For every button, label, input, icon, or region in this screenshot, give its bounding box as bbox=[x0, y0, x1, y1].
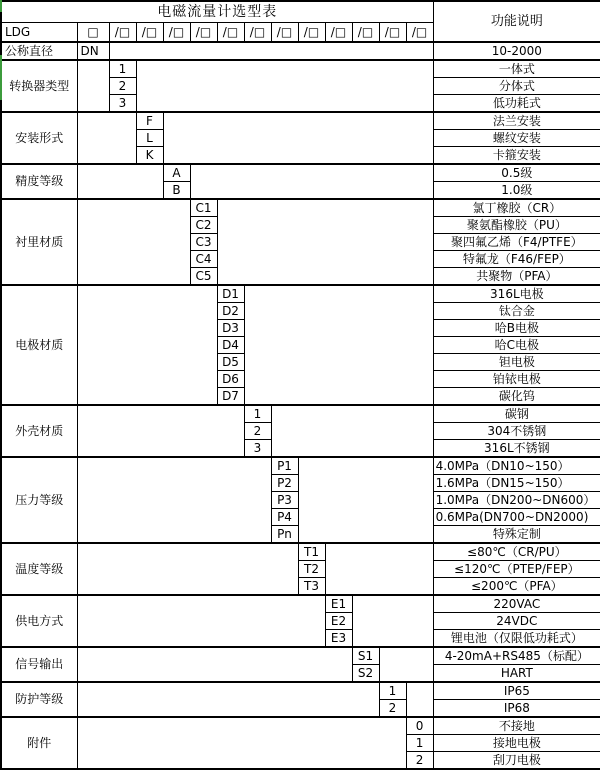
function-cell: IP65 bbox=[433, 682, 600, 700]
section-label-power: 供电方式 bbox=[1, 595, 77, 647]
spacer-cell bbox=[271, 405, 433, 457]
spacer-cell bbox=[77, 682, 379, 717]
model-slash-box-glyph: /□ bbox=[109, 23, 136, 43]
spacer-cell bbox=[77, 595, 325, 647]
function-cell: 一体式 bbox=[433, 60, 600, 78]
spacer-cell bbox=[77, 60, 109, 112]
code-cell: E1 bbox=[325, 595, 352, 613]
page-title: 电磁流量计选型表 bbox=[1, 1, 433, 23]
function-cell: 分体式 bbox=[433, 78, 600, 95]
code-cell: D6 bbox=[217, 371, 244, 388]
code-cell: DN bbox=[77, 42, 109, 60]
model-slash-box-glyph: /□ bbox=[352, 23, 379, 43]
spacer-cell bbox=[190, 164, 433, 199]
function-cell: 刮刀电极 bbox=[433, 752, 600, 770]
model-slash-box-glyph: /□ bbox=[217, 23, 244, 43]
spacer-cell bbox=[406, 682, 433, 717]
code-cell: C1 bbox=[190, 199, 217, 217]
function-cell: 碳化钨 bbox=[433, 388, 600, 406]
spacer-cell bbox=[77, 543, 298, 595]
function-cell: 氯丁橡胶（CR） bbox=[433, 199, 600, 217]
section-label-diameter: 公称直径 bbox=[1, 42, 77, 60]
spacer-cell bbox=[298, 457, 433, 543]
function-cell: 聚四氟乙烯（F4/PTFE） bbox=[433, 234, 600, 251]
function-cell: 法兰安装 bbox=[433, 112, 600, 130]
spacer-cell bbox=[379, 647, 433, 682]
code-cell: D2 bbox=[217, 303, 244, 320]
spacer-cell bbox=[325, 543, 433, 595]
spacer-cell bbox=[217, 199, 433, 285]
section-label-pressure: 压力等级 bbox=[1, 457, 77, 543]
code-cell: 3 bbox=[109, 95, 136, 113]
model-slash-box-glyph: /□ bbox=[136, 23, 163, 43]
section-label-converter: 转换器类型 bbox=[1, 60, 77, 112]
function-cell: 螺纹安装 bbox=[433, 130, 600, 147]
code-cell: 2 bbox=[244, 423, 271, 440]
function-cell: 哈B电极 bbox=[433, 320, 600, 337]
code-cell: 1 bbox=[406, 735, 433, 752]
spacer-cell bbox=[77, 199, 190, 285]
code-cell: C2 bbox=[190, 217, 217, 234]
code-cell: E2 bbox=[325, 613, 352, 630]
function-cell: 钽电极 bbox=[433, 354, 600, 371]
code-cell: 3 bbox=[244, 440, 271, 458]
code-cell: Pn bbox=[271, 526, 298, 544]
section-label-electrode: 电极材质 bbox=[1, 285, 77, 405]
function-cell: 碳钢 bbox=[433, 405, 600, 423]
spacer-cell bbox=[77, 164, 163, 199]
code-cell: D3 bbox=[217, 320, 244, 337]
code-cell: A bbox=[163, 164, 190, 182]
model-slash-box-glyph: /□ bbox=[325, 23, 352, 43]
spacer-cell bbox=[244, 285, 433, 405]
code-cell: 1 bbox=[109, 60, 136, 78]
code-cell: D5 bbox=[217, 354, 244, 371]
code-cell: S1 bbox=[352, 647, 379, 665]
function-cell: 1.6MPa（DN15~150） bbox=[433, 475, 600, 492]
code-cell: K bbox=[136, 147, 163, 165]
spacer-cell bbox=[77, 112, 136, 164]
section-label-signal: 信号输出 bbox=[1, 647, 77, 682]
function-cell: 铂铱电极 bbox=[433, 371, 600, 388]
code-cell: F bbox=[136, 112, 163, 130]
function-cell: 1.0级 bbox=[433, 182, 600, 200]
code-cell: D7 bbox=[217, 388, 244, 406]
code-cell: S2 bbox=[352, 665, 379, 683]
code-cell: P2 bbox=[271, 475, 298, 492]
model-slash-box-glyph: /□ bbox=[163, 23, 190, 43]
model-prefix: LDG bbox=[1, 23, 77, 43]
function-cell: 接地电极 bbox=[433, 735, 600, 752]
code-cell: C4 bbox=[190, 251, 217, 268]
code-cell: T1 bbox=[298, 543, 325, 561]
model-slash-box-glyph: /□ bbox=[406, 23, 433, 43]
function-cell: HART bbox=[433, 665, 600, 683]
model-slash-box-glyph: /□ bbox=[190, 23, 217, 43]
section-label-housing: 外壳材质 bbox=[1, 405, 77, 457]
section-label-temperature: 温度等级 bbox=[1, 543, 77, 595]
function-cell: 24VDC bbox=[433, 613, 600, 630]
function-cell: 0.5级 bbox=[433, 164, 600, 182]
section-label-protection: 防护等级 bbox=[1, 682, 77, 717]
function-cell: 特氟龙（F46/FEP） bbox=[433, 251, 600, 268]
code-cell: D4 bbox=[217, 337, 244, 354]
code-cell: T3 bbox=[298, 578, 325, 596]
code-cell: E3 bbox=[325, 630, 352, 648]
code-cell: P1 bbox=[271, 457, 298, 475]
code-cell: B bbox=[163, 182, 190, 200]
spacer-cell bbox=[77, 285, 217, 405]
code-cell: D1 bbox=[217, 285, 244, 303]
spacer-cell bbox=[77, 457, 271, 543]
code-cell: P4 bbox=[271, 509, 298, 526]
spacer-cell bbox=[77, 647, 352, 682]
function-cell: 220VAC bbox=[433, 595, 600, 613]
code-cell: 1 bbox=[379, 682, 406, 700]
function-cell: 不接地 bbox=[433, 717, 600, 735]
function-cell: 聚氨酯橡胶（PU） bbox=[433, 217, 600, 234]
spacer-cell bbox=[109, 42, 433, 60]
code-cell: 0 bbox=[406, 717, 433, 735]
code-cell: L bbox=[136, 130, 163, 147]
function-cell: 0.6MPa(DN700~DN2000) bbox=[433, 509, 600, 526]
code-cell: C5 bbox=[190, 268, 217, 286]
function-cell: 特殊定制 bbox=[433, 526, 600, 544]
function-cell: 4.0MPa（DN10~150） bbox=[433, 457, 600, 475]
spacer-cell bbox=[77, 405, 244, 457]
model-slash-box-glyph: /□ bbox=[244, 23, 271, 43]
function-cell: 1.0MPa（DN200~DN600） bbox=[433, 492, 600, 509]
section-label-accessory: 附件 bbox=[1, 717, 77, 769]
section-label-lining: 衬里材质 bbox=[1, 199, 77, 285]
code-cell: 2 bbox=[379, 700, 406, 718]
green-artifact-top bbox=[0, 0, 2, 12]
section-label-install: 安装形式 bbox=[1, 112, 77, 164]
function-cell: IP68 bbox=[433, 700, 600, 718]
function-cell: ≤80℃（CR/PU） bbox=[433, 543, 600, 561]
code-cell: 2 bbox=[406, 752, 433, 770]
function-cell: ≤200℃（PFA） bbox=[433, 578, 600, 596]
model-box-glyph: □ bbox=[77, 23, 109, 43]
code-cell: 1 bbox=[244, 405, 271, 423]
model-slash-box-glyph: /□ bbox=[379, 23, 406, 43]
function-cell: ≤120℃（PTEP/FEP） bbox=[433, 561, 600, 578]
function-cell: 锂电池（仅限低功耗式） bbox=[433, 630, 600, 648]
section-label-accuracy: 精度等级 bbox=[1, 164, 77, 199]
code-cell: T2 bbox=[298, 561, 325, 578]
function-cell: 10-2000 bbox=[433, 42, 600, 60]
function-cell: 304不锈钢 bbox=[433, 423, 600, 440]
function-cell: 316L电极 bbox=[433, 285, 600, 303]
code-cell: 2 bbox=[109, 78, 136, 95]
function-column-header: 功能说明 bbox=[433, 1, 600, 42]
function-cell: 共聚物（PFA） bbox=[433, 268, 600, 286]
function-cell: 低功耗式 bbox=[433, 95, 600, 113]
function-cell: 卡箍安装 bbox=[433, 147, 600, 165]
spacer-cell bbox=[352, 595, 433, 647]
spacer-cell bbox=[136, 60, 433, 112]
function-cell: 钛合金 bbox=[433, 303, 600, 320]
function-cell: 4-20mA+RS485（标配） bbox=[433, 647, 600, 665]
code-cell: C3 bbox=[190, 234, 217, 251]
model-slash-box-glyph: /□ bbox=[298, 23, 325, 43]
function-cell: 316L不锈钢 bbox=[433, 440, 600, 458]
code-cell: P3 bbox=[271, 492, 298, 509]
spacer-cell bbox=[77, 717, 406, 769]
model-slash-box-glyph: /□ bbox=[271, 23, 298, 43]
function-cell: 哈C电极 bbox=[433, 337, 600, 354]
spacer-cell bbox=[163, 112, 433, 164]
green-artifact-left bbox=[0, 55, 2, 100]
